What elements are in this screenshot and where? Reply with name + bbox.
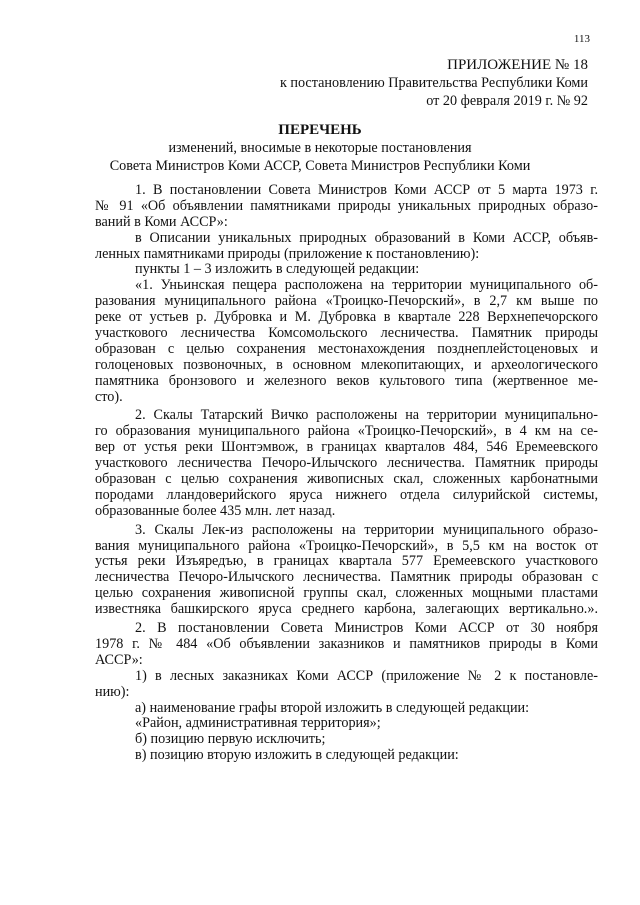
body-line: лесничества Печоро-Илычского лесничества. Памятник природы образован с bbox=[95, 569, 598, 586]
body-line: № 91 «Об объявлении памятниками природы уникальных природных образо- bbox=[95, 197, 598, 214]
body-line: голоценовых позвоночных, в основном млекопитающих, и археологического bbox=[95, 356, 598, 373]
body-line: устья реки Изъяредъю, в границах квартала 577 Еремеевского участкового bbox=[95, 553, 598, 570]
body-line: ленных памятниками природы (приложение к постановлению): bbox=[95, 245, 480, 262]
body-line: участкового лесничества Комсомольского лесничества. Памятник природы bbox=[95, 325, 598, 342]
body-line: вер от устья реки Шонтэмвож, в границах кварталов 484, 546 Еремеевского bbox=[95, 439, 598, 456]
appendix-decree: к постановлению Правительства Республики Коми bbox=[279, 75, 588, 91]
body-line: пункты 1 – 3 изложить в следующей редакции: bbox=[135, 261, 420, 278]
body-line: 2. В постановлении Совета Министров Коми АССР от 30 ноября bbox=[135, 620, 598, 637]
body-line: образован с целью сохранения живописных скал, сложенных карбонатными bbox=[95, 471, 598, 488]
document-body bbox=[95, 183, 598, 764]
body-line: породами лландоверийского яруса нижнего отдела силурийской системы, bbox=[95, 486, 598, 503]
body-line: б) позицию первую исключить; bbox=[135, 731, 326, 748]
document-title bbox=[0, 121, 640, 175]
title-subtitle-1: изменений, вносимые в некоторые постановления bbox=[168, 140, 472, 156]
body-line: реке от устьев р. Дубровка и М. Дубровка в квартале 228 Верхнепечорского bbox=[95, 309, 598, 326]
body-line: участкового лесничества Печоро-Илычского лесничества. Памятник природы bbox=[95, 455, 598, 472]
body-line: разования муниципального района «Троицко-Печорский», в 2,7 км выше по bbox=[95, 293, 598, 310]
body-line: в Описании уникальных природных образований в Коми АССР, объяв- bbox=[135, 229, 598, 246]
body-line: 3. Скалы Лек-из расположены на территории муниципального образо- bbox=[135, 521, 598, 538]
body-line: 1978 г. № 484 «Об объявлении заказников и памятников природы в Коми bbox=[95, 635, 598, 652]
body-line: известняка башкирского яруса среднего карбона, залегающих вертикально.». bbox=[95, 601, 598, 618]
body-line: сто). bbox=[95, 388, 123, 405]
body-line: АССР»: bbox=[95, 651, 143, 668]
body-line: 1) в лесных заказниках Коми АССР (приложение № 2 к постановле- bbox=[135, 667, 598, 684]
appendix-header bbox=[280, 56, 588, 110]
body-line: нию): bbox=[95, 683, 130, 700]
body-line: целью сохранения живописной группы скал, сложенных мощными пластами bbox=[95, 585, 598, 602]
body-line: 1. В постановлении Совета Министров Коми АССР от 5 марта 1973 г. bbox=[135, 182, 598, 198]
body-line: «Район, административная территория»; bbox=[135, 715, 381, 732]
page-number: 113 bbox=[573, 33, 590, 45]
body-line: «1. Уньинская пещера расположена на территории муниципального об- bbox=[135, 277, 598, 294]
body-line: памятника бронзового и железного веков культового типа (жертвенное ме- bbox=[95, 372, 598, 389]
body-line: образованные более 435 млн. лет назад. bbox=[95, 502, 336, 519]
body-line: ваний в Коми АССР»: bbox=[95, 213, 228, 230]
appendix-title: ПРИЛОЖЕНИЕ № 18 bbox=[447, 57, 588, 73]
body-line: в) позицию вторую изложить в следующей редакции: bbox=[135, 747, 459, 764]
body-line: а) наименование графы второй изложить в следующей редакции: bbox=[135, 699, 530, 716]
body-line: вания муниципального района «Троицко-Печорский», в 5,5 км на восток от bbox=[95, 537, 598, 554]
appendix-date: от 20 февраля 2019 г. № 92 bbox=[426, 93, 588, 109]
title-heading: ПЕРЕЧЕНЬ bbox=[278, 122, 362, 138]
body-line: образован с целью сохранения местонахождения позднеплейстоценовых и bbox=[95, 340, 598, 357]
body-line: го образования муниципального района «Троицко-Печорский», в 4 км на се- bbox=[95, 423, 598, 440]
title-subtitle-2: Совета Министров Коми АССР, Совета Министров Республики Коми bbox=[109, 158, 531, 174]
body-line: 2. Скалы Татарский Вичко расположены на территории муниципально- bbox=[135, 407, 598, 424]
